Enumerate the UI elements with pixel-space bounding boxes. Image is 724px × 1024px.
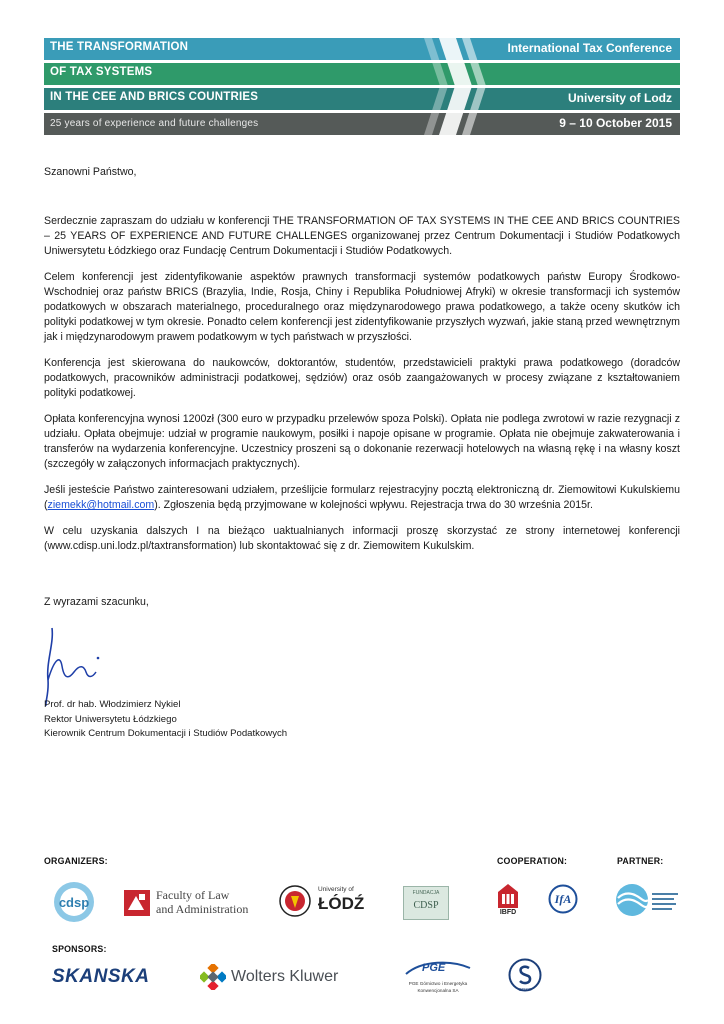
university-emblem-icon [278,884,312,918]
ibfd-logo[interactable] [496,882,520,918]
banner-title-line-1: THE TRANSFORMATION [50,41,189,53]
uni-small-text: University of [318,886,354,893]
cdsp-seal-text: CDSP [518,987,532,992]
faculty-line-1: Faculty of Law [156,888,230,902]
paragraph-fee: Opłata konferencyjna wynosi 1200zł (300 euro w przypadku przelewów spoza Polski). Opłata nie podlega zwrotowi w razie rezygnacji z udziału. Opłata obejmuje: udział w programie naukowym, posiłki i napoje opisane w programie. Opłata nie obejmuje zakwaterowania i transferów na wydarzenia konferencyjne. Uczestnicy proszeni są o dokonanie rezerwacji hotelowych na własną rękę i na własny koszt (szczegóły w załączonych informacjach praktycznych). [44,413,680,470]
signer-title-rector: Rektor Uniwersytetu Łódzkiego [44,713,177,725]
fundacja-big-text: CDSP [413,900,439,911]
handwritten-signature [40,620,110,710]
faculty-of-law-logo[interactable] [124,888,264,918]
ifa-text: IfA [554,892,572,906]
letter-body [44,165,680,565]
banner-band-2 [44,63,680,85]
closing-phrase: Z wyrazami szacunku, [44,596,149,608]
paragraph-audience: Konferencja jest skierowana do naukowców, doktorantów, studentów, przedstawicieli praktyki prawa podatkowego (doradców podatkowych, pracowników administracji podatkowej, sędziów) oraz osób zaangażowanych w procesy związane z kształtowaniem polityki podatkowej. [44,357,680,399]
banner-university: University of Lodz [567,91,672,105]
salutation: Szanowni Państwo, [44,166,137,178]
wolters-kluwer-text: Wolters Kluwer [231,968,339,985]
paragraph-invitation: Serdecznie zapraszam do udziału w konferencji THE TRANSFORMATION OF TAX SYSTEMS IN THE CEE AND BRICS COUNTRIES – 25 YEARS OF EXPERIENCE AND FUTURE CHALLENGES organizowanej przez Centrum Dokumentacji i Studiów Podatkowych Uniwersytetu Łódzkiego oraz Fundację Centrum Dokumentacji i Studiów Podatkowych. [44,215,680,257]
pge-sub-line-2: Konwencjonalna SA [417,988,459,993]
organizers-label: ORGANIZERS: [44,856,108,866]
partner-logo[interactable] [614,882,682,918]
cooperation-label: COOPERATION: [497,856,568,866]
uni-big-text: ŁÓDŹ [318,894,365,913]
faculty-emblem-icon [124,890,150,916]
sponsors-label: SPONSORS: [52,944,107,954]
email-link[interactable]: ziemekk@hotmail.com [47,499,155,511]
ibfd-text: IBFD [499,909,517,916]
paragraph-goals: Celem konferencji jest zidentyfikowanie aspektów prawnych transformacji systemów podatkowych państw Europy Środkowo-Wschodniej oraz państw BRICS (Brazylia, Indie, Rosja, Chiny i Republika Południowej Afryki) w okresie transformacji ich systemów podatkowych w obszarach materialnego, proceduralnego oraz międzynarodowego prawa podatkowego, a także oceny skutków ich polityki podatkowej w tym okresie. Ponadto celem konferencji jest zidentyfikowanie przyszłych wyzwań, jakie staną przed wewnętrznym jak i międzynarodowym prawem podatkowym w tych państwach w przyszłości. [44,271,680,343]
banner-band-3 [44,88,680,110]
banner-conference-type: International Tax Conference [507,41,672,55]
paragraph-registration [44,483,680,513]
cdsp-seal-logo[interactable] [508,958,542,996]
pge-sub-line-1: PGE Górnictwo i Energetyka [408,981,468,986]
banner-band-1 [44,38,680,60]
registration-text-end: ). Zgłoszenia będą przyjmowane w kolejności wpływu. Rejestracja trwa do 30 września 2015r. [154,499,593,511]
signer-name: Prof. dr hab. Włodzimierz Nykiel [44,699,181,710]
registration-text-start: Jeśli jesteście Państwo zainteresowani udziałem, prześlijcie formularz rejestracyjny pocztą elektroniczną dr. Ziemowitowi Kukulskiemu ( [44,484,680,511]
cdsp-logo[interactable] [52,880,96,924]
banner-title-line-3: IN THE CEE AND BRICS COUNTRIES [50,91,259,103]
university-of-lodz-logo[interactable] [278,884,366,920]
banner-subtitle: 25 years of experience and future challenges [50,118,259,129]
banner-band-4 [44,113,680,135]
wolters-kluwer-logo[interactable] [200,964,350,992]
pge-logo[interactable] [400,958,476,1002]
fundacja-small-text: FUNDACJA [412,890,440,896]
banner-dates: 9 – 10 October 2015 [559,116,672,130]
pge-text: PGE [422,962,446,974]
signer-title-head: Kierownik Centrum Dokumentacji i Studiów Podatkowych [44,728,288,739]
banner-title-line-2: OF TAX SYSTEMS [50,66,153,78]
partner-wave-emblem [614,882,682,918]
cdsp-logo-text: cdsp [58,895,90,910]
ifa-logo[interactable] [548,884,578,914]
skanska-logo[interactable]: SKANSKA [52,966,150,987]
signer-block [44,698,287,742]
fundacja-cdsp-logo[interactable] [403,886,449,920]
ibfd-building-icon [496,882,520,908]
conference-banner [44,38,680,135]
paragraph-website: W celu uzyskania dalszych I na bieżąco uaktualnianych informacji proszę skorzystać ze strony internetowej konferencji (www.cdisp.uni.lodz.pl/taxtransformation) lub skontaktować się z dr. Ziemowitem Kukulskim. [44,525,680,552]
wolters-kluwer-emblem-icon [200,964,226,990]
partner-label: PARTNER: [617,856,664,866]
faculty-line-2: and Administration [156,902,249,916]
